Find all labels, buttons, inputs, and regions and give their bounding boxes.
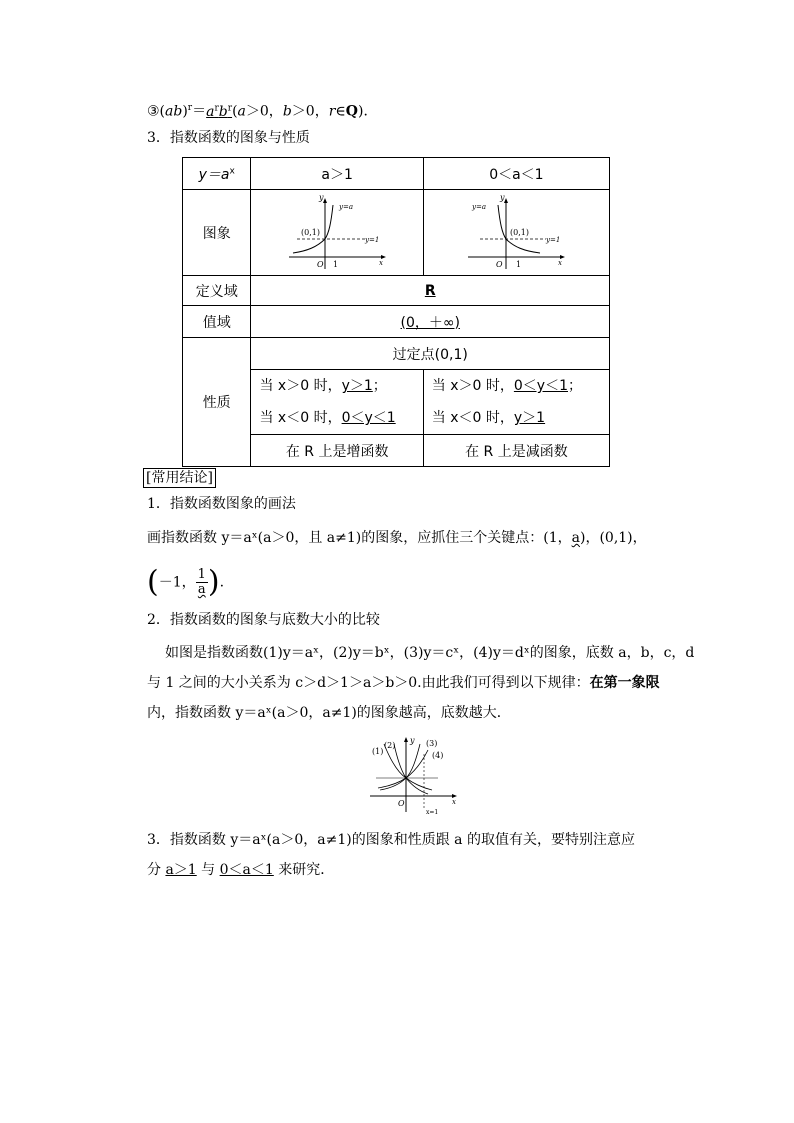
svg-text:(2): (2) bbox=[384, 741, 396, 750]
svg-text:x: x bbox=[452, 798, 456, 806]
fixed-point: 过定点(0,1) bbox=[251, 338, 610, 370]
svg-text:(4): (4) bbox=[432, 751, 444, 760]
section-3-title: 3．指数函数的图象与性质 bbox=[147, 130, 310, 146]
conclusion-2-title: 2．指数函数的图象与底数大小的比较 bbox=[147, 612, 380, 628]
conclusion-2-para-line3: 内，指数函数 y＝aˣ(a＞0，a≠1)的图象越高，底数越大． bbox=[147, 705, 511, 721]
svg-text:y=1: y=1 bbox=[365, 235, 380, 244]
svg-text:O: O bbox=[496, 259, 503, 269]
header-a-between-0-1: 0＜a＜1 bbox=[423, 158, 609, 190]
svg-text:1: 1 bbox=[333, 259, 339, 269]
increasing-exponential-graph bbox=[287, 195, 387, 271]
range-value: (0，＋∞) bbox=[251, 306, 610, 338]
increasing-properties: 当 x＞0 时，y＞1； 当 x＜0 时，0＜y＜1 bbox=[251, 370, 423, 435]
header-function: $y=a^x$ bbox=[183, 158, 251, 190]
header-a-greater-1: a＞1 bbox=[251, 158, 423, 190]
conclusion-2-para-line2: 与 1 之间的大小关系为 c＞d＞1＞a＞b＞0.由此我们可得到以下规律：在第一象限 bbox=[147, 675, 660, 691]
svg-text:(1): (1) bbox=[372, 747, 384, 756]
svg-text:(0,1): (0,1) bbox=[301, 227, 321, 237]
rule-3-line: $③(ab)^r=a^rb^r(a>0$，b＞0，r∈Q)． bbox=[147, 103, 378, 120]
svg-text:(0,1): (0,1) bbox=[510, 227, 530, 237]
graph-decreasing-cell bbox=[423, 190, 609, 276]
svg-text:y: y bbox=[319, 194, 324, 202]
conclusion-3-line1: 3．指数函数 y＝aˣ(a＞0，a≠1)的图象和性质跟 a 的取值有关，要特别注意应 bbox=[147, 832, 635, 848]
svg-text:1: 1 bbox=[516, 259, 522, 269]
domain-value: R bbox=[251, 276, 610, 306]
monotonic-decreasing: 在 R 上是减函数 bbox=[423, 435, 609, 467]
exponential-properties-table bbox=[182, 157, 610, 467]
decreasing-properties: 当 x＞0 时，0＜y＜1； 当 x＜0 时，y＞1 bbox=[423, 370, 609, 435]
range-label: 值域 bbox=[183, 306, 251, 338]
common-conclusions-tag: [常用结论] bbox=[143, 468, 216, 488]
svg-text:x=1: x=1 bbox=[426, 809, 439, 816]
graph-increasing-cell bbox=[251, 190, 423, 276]
monotonic-increasing: 在 R 上是增函数 bbox=[251, 435, 423, 467]
svg-text:O: O bbox=[317, 259, 324, 269]
graph-label: 图象 bbox=[183, 190, 251, 276]
conclusion-1-text: 画指数函数 y＝aˣ(a＞0，且 a≠1)的图象，应抓住三个关键点：(1，a)，(0,1)， bbox=[147, 530, 647, 546]
conclusion-1-fraction-point: (－1， $\frac{1}{a}$ ). bbox=[147, 564, 225, 600]
fraction-one-over-a: $\frac{1}{a}$ bbox=[197, 567, 206, 597]
conclusion-3-line2: 分 a＞1 与 0＜a＜1 来研究． bbox=[147, 862, 335, 878]
svg-text:y: y bbox=[410, 736, 415, 745]
decreasing-exponential-graph bbox=[466, 195, 566, 271]
conclusion-1-title: 1．指数函数图象的画法 bbox=[147, 496, 296, 512]
svg-text:y=a: y=a bbox=[339, 202, 354, 211]
domain-label: 定义域 bbox=[183, 276, 251, 306]
svg-text:y: y bbox=[500, 194, 505, 202]
svg-text:x: x bbox=[558, 258, 563, 267]
svg-text:y=a: y=a bbox=[472, 202, 487, 211]
properties-label: 性质 bbox=[183, 338, 251, 467]
svg-text:O: O bbox=[398, 799, 405, 808]
svg-text:(3): (3) bbox=[426, 739, 438, 748]
base-comparison-figure bbox=[366, 734, 460, 816]
svg-text:x: x bbox=[379, 258, 384, 267]
conclusion-2-para-line1: 如图是指数函数(1)y＝aˣ，(2)y＝bˣ，(3)y＝cˣ，(4)y＝dˣ的图象，底数 a，b，c，d bbox=[165, 645, 695, 661]
svg-text:y=1: y=1 bbox=[546, 235, 561, 244]
